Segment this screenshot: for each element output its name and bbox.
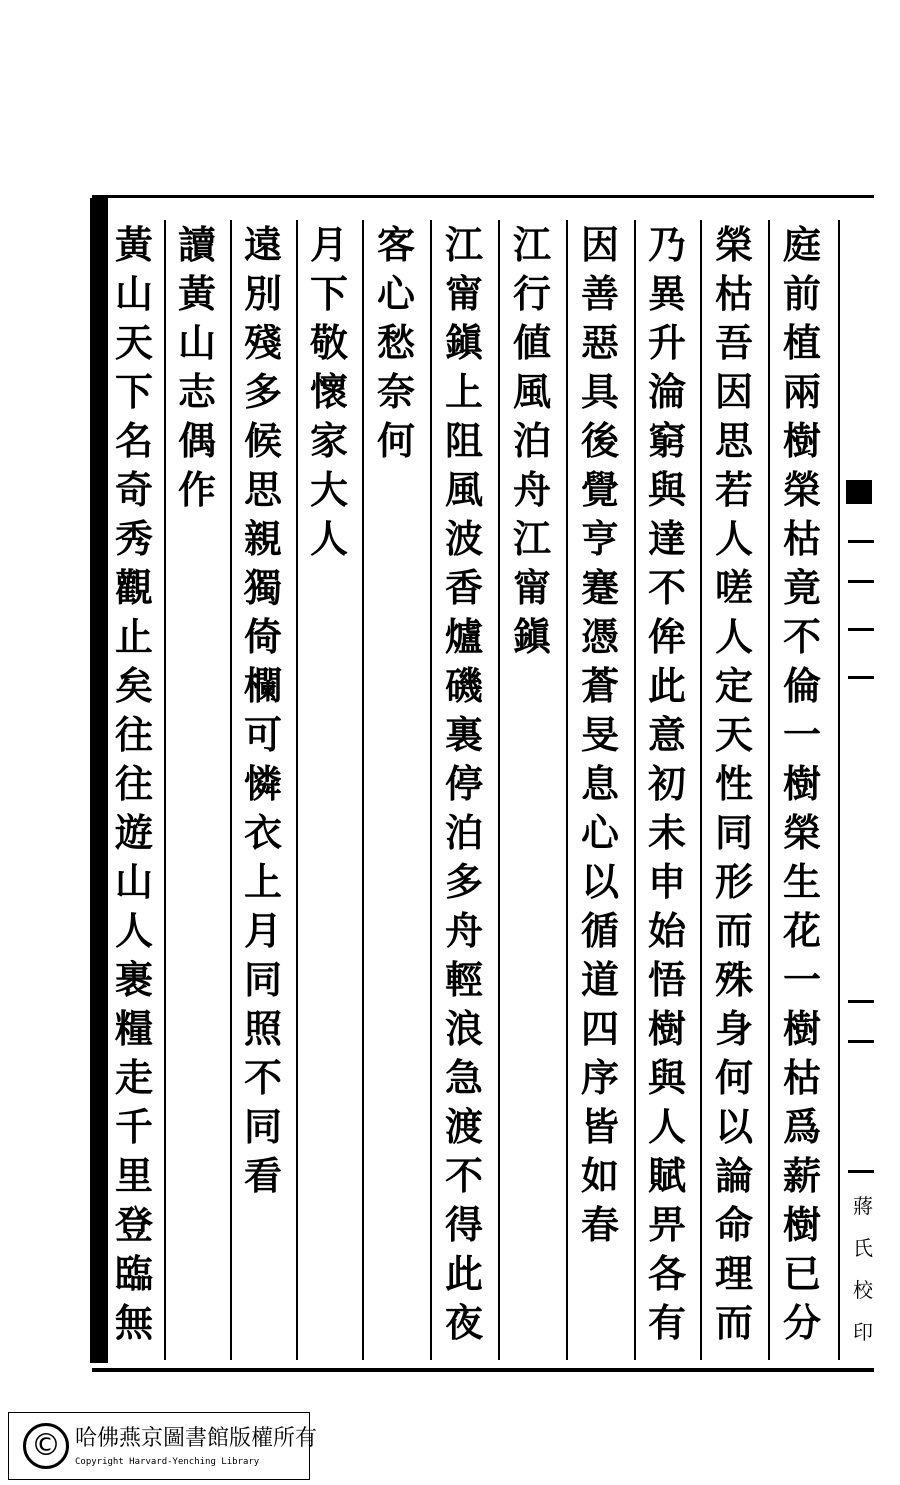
- glyph: 思: [243, 467, 282, 512]
- seal-glyph: 印: [853, 1320, 873, 1344]
- glyph: 天: [114, 320, 153, 365]
- text-column: [510, 220, 554, 1360]
- glyph: 作: [177, 467, 216, 512]
- glyph: 樹: [782, 418, 821, 463]
- glyph: 此: [444, 1251, 483, 1296]
- column-text: [442, 220, 486, 1347]
- glyph: 觀: [114, 565, 153, 610]
- glyph: 風: [512, 369, 551, 414]
- glyph: 如: [580, 1153, 619, 1198]
- glyph: 舟: [512, 467, 551, 512]
- glyph: 渡: [444, 1104, 483, 1149]
- glyph: 客: [376, 222, 415, 267]
- glyph: 大: [309, 467, 348, 512]
- glyph: 懷: [309, 369, 348, 414]
- column-text: [578, 220, 622, 1249]
- glyph: 登: [114, 1202, 153, 1247]
- seal-glyph: 校: [853, 1278, 873, 1302]
- glyph: 臨: [114, 1251, 153, 1296]
- column-text: [307, 220, 351, 563]
- column-rule: [700, 220, 702, 1360]
- glyph: 榮: [782, 467, 821, 512]
- column-text: [175, 220, 219, 514]
- column-text: [510, 220, 554, 661]
- glyph: 初: [647, 761, 686, 806]
- glyph: 泊: [444, 810, 483, 855]
- glyph: 愁: [376, 320, 415, 365]
- glyph: 千: [114, 1104, 153, 1149]
- glyph: 家: [309, 418, 348, 463]
- glyph: 急: [444, 1055, 483, 1100]
- glyph: 名: [114, 418, 153, 463]
- glyph: 波: [444, 516, 483, 561]
- glyph: 升: [647, 320, 686, 365]
- glyph: 値: [512, 320, 551, 365]
- column-text: [645, 220, 689, 1347]
- seal-rule: [848, 1170, 874, 1173]
- glyph: 獨: [243, 565, 282, 610]
- seal-glyph: 氏: [853, 1236, 873, 1260]
- column-text: [241, 220, 285, 1200]
- column-rule: [498, 220, 500, 1360]
- glyph: 已: [782, 1251, 821, 1296]
- glyph: 論: [714, 1153, 753, 1198]
- glyph: 敬: [309, 320, 348, 365]
- column-rule: [838, 220, 840, 1360]
- glyph: 里: [114, 1153, 153, 1198]
- glyph: 無: [114, 1300, 153, 1345]
- glyph: 輕: [444, 957, 483, 1002]
- glyph: 何: [376, 418, 415, 463]
- glyph: 賦: [647, 1153, 686, 1198]
- glyph: 蒼: [580, 663, 619, 708]
- glyph: 性: [714, 761, 753, 806]
- column-text: [780, 220, 824, 1347]
- glyph: 而: [714, 1300, 753, 1345]
- glyph: 若: [714, 467, 753, 512]
- glyph: 榮: [714, 222, 753, 267]
- column-text: [112, 220, 156, 1347]
- glyph: 枯: [782, 1055, 821, 1100]
- fold-mark: [846, 480, 872, 504]
- glyph: 有: [647, 1300, 686, 1345]
- glyph: 江: [512, 516, 551, 561]
- glyph: 月: [243, 908, 282, 953]
- glyph: 侔: [647, 614, 686, 659]
- glyph: 旻: [580, 712, 619, 757]
- glyph: 鎭: [444, 320, 483, 365]
- copyright-icon: ©: [23, 1423, 69, 1469]
- glyph: 異: [647, 271, 686, 316]
- margin-stroke: [848, 540, 874, 543]
- glyph: 秀: [114, 516, 153, 561]
- glyph: 與: [647, 467, 686, 512]
- glyph: 前: [782, 271, 821, 316]
- glyph: 可: [243, 712, 282, 757]
- copyright-english: Copyright Harvard-Yenching Library: [75, 1457, 260, 1467]
- glyph: 往: [114, 712, 153, 757]
- glyph: 泊: [512, 418, 551, 463]
- glyph: 此: [647, 663, 686, 708]
- glyph: 江: [512, 222, 551, 267]
- glyph: 欄: [243, 663, 282, 708]
- glyph: 以: [580, 859, 619, 904]
- glyph: 樹: [782, 1006, 821, 1051]
- glyph: 同: [243, 957, 282, 1002]
- column-rule: [362, 220, 364, 1360]
- glyph: 榮: [782, 810, 821, 855]
- glyph: 枯: [714, 271, 753, 316]
- glyph: 樹: [782, 1202, 821, 1247]
- glyph: 裹: [114, 957, 153, 1002]
- text-column: [112, 220, 156, 1360]
- glyph: 倚: [243, 614, 282, 659]
- glyph: 同: [714, 810, 753, 855]
- glyph: 月: [309, 222, 348, 267]
- glyph: 往: [114, 761, 153, 806]
- text-column: [712, 220, 756, 1360]
- glyph: 下: [114, 369, 153, 414]
- glyph: 定: [714, 663, 753, 708]
- glyph: 黃: [177, 271, 216, 316]
- glyph: 江: [444, 222, 483, 267]
- glyph: 衣: [243, 810, 282, 855]
- glyph: 樹: [782, 761, 821, 806]
- glyph: 偶: [177, 418, 216, 463]
- column-text: [712, 220, 756, 1347]
- glyph: 多: [243, 369, 282, 414]
- margin-stroke: [848, 580, 874, 583]
- glyph: 遊: [114, 810, 153, 855]
- glyph: 意: [647, 712, 686, 757]
- seal-label: [853, 1185, 873, 1353]
- glyph: 浪: [444, 1006, 483, 1051]
- glyph: 裏: [444, 712, 483, 757]
- glyph: 心: [376, 271, 415, 316]
- glyph: 阻: [444, 418, 483, 463]
- glyph: 舟: [444, 908, 483, 953]
- glyph: 善: [580, 271, 619, 316]
- glyph: 後: [580, 418, 619, 463]
- glyph: 竟: [782, 565, 821, 610]
- text-column: [241, 220, 285, 1360]
- glyph: 不: [444, 1153, 483, 1198]
- glyph: 申: [647, 859, 686, 904]
- glyph: 而: [714, 908, 753, 953]
- glyph: 天: [714, 712, 753, 757]
- glyph: 蹇: [580, 565, 619, 610]
- page-number-stroke: [848, 1040, 874, 1043]
- glyph: 皆: [580, 1104, 619, 1149]
- glyph: 覺: [580, 467, 619, 512]
- glyph: 憑: [580, 614, 619, 659]
- glyph: 理: [714, 1251, 753, 1296]
- glyph: 下: [309, 271, 348, 316]
- glyph: 爐: [444, 614, 483, 659]
- glyph: 照: [243, 1006, 282, 1051]
- glyph: 讀: [177, 222, 216, 267]
- column-rule: [768, 220, 770, 1360]
- glyph: 山: [114, 859, 153, 904]
- glyph: 人: [714, 516, 753, 561]
- glyph: 亨: [580, 516, 619, 561]
- glyph: 吾: [714, 320, 753, 365]
- glyph: 達: [647, 516, 686, 561]
- seal-glyph: 蔣: [853, 1194, 873, 1218]
- glyph: 人: [647, 1104, 686, 1149]
- glyph: 一: [782, 712, 821, 757]
- glyph: 不: [243, 1055, 282, 1100]
- column-rule: [296, 220, 298, 1360]
- glyph: 不: [647, 565, 686, 610]
- glyph: 畀: [647, 1202, 686, 1247]
- glyph: 乃: [647, 222, 686, 267]
- glyph: 具: [580, 369, 619, 414]
- glyph: 花: [782, 908, 821, 953]
- glyph: 走: [114, 1055, 153, 1100]
- glyph: 不: [782, 614, 821, 659]
- glyph: 鎭: [512, 614, 551, 659]
- glyph: 矣: [114, 663, 153, 708]
- glyph: 何: [714, 1055, 753, 1100]
- glyph: 分: [782, 1300, 821, 1345]
- copyright-stamp: [8, 1412, 318, 1480]
- glyph: 風: [444, 467, 483, 512]
- glyph: 同: [243, 1104, 282, 1149]
- glyph: 停: [444, 761, 483, 806]
- glyph: 思: [714, 418, 753, 463]
- glyph: 以: [714, 1104, 753, 1149]
- glyph: 因: [714, 369, 753, 414]
- margin-stroke: [848, 676, 874, 679]
- glyph: 憐: [243, 761, 282, 806]
- glyph: 別: [243, 271, 282, 316]
- text-column: [645, 220, 689, 1360]
- glyph: 惡: [580, 320, 619, 365]
- glyph: 命: [714, 1202, 753, 1247]
- margin-stroke: [848, 628, 874, 631]
- glyph: 甯: [512, 565, 551, 610]
- text-column: [442, 220, 486, 1360]
- glyph: 殘: [243, 320, 282, 365]
- glyph: 山: [177, 320, 216, 365]
- glyph: 兩: [782, 369, 821, 414]
- glyph: 爲: [782, 1104, 821, 1149]
- glyph: 倫: [782, 663, 821, 708]
- glyph: 嗟: [714, 565, 753, 610]
- text-column: [780, 220, 824, 1360]
- glyph: 與: [647, 1055, 686, 1100]
- glyph: 身: [714, 1006, 753, 1051]
- glyph: 息: [580, 761, 619, 806]
- glyph: 夜: [444, 1300, 483, 1345]
- glyph: 行: [512, 271, 551, 316]
- column-text: [374, 220, 418, 465]
- glyph: 形: [714, 859, 753, 904]
- glyph: 淪: [647, 369, 686, 414]
- glyph: 磯: [444, 663, 483, 708]
- glyph: 親: [243, 516, 282, 561]
- column-rule: [230, 220, 232, 1360]
- glyph: 窮: [647, 418, 686, 463]
- glyph: 人: [114, 908, 153, 953]
- column-rule: [164, 220, 166, 1360]
- glyph: 上: [444, 369, 483, 414]
- page-number-stroke: [848, 1000, 874, 1003]
- glyph: 植: [782, 320, 821, 365]
- glyph: 春: [580, 1202, 619, 1247]
- glyph: 殊: [714, 957, 753, 1002]
- glyph: 多: [444, 859, 483, 904]
- glyph: 止: [114, 614, 153, 659]
- glyph: 悟: [647, 957, 686, 1002]
- text-column: [175, 220, 219, 1360]
- glyph: 奈: [376, 369, 415, 414]
- glyph: 上: [243, 859, 282, 904]
- glyph: 候: [243, 418, 282, 463]
- glyph: 人: [714, 614, 753, 659]
- glyph: 甯: [444, 271, 483, 316]
- glyph: 得: [444, 1202, 483, 1247]
- glyph: 糧: [114, 1006, 153, 1051]
- glyph: 香: [444, 565, 483, 610]
- column-rule: [430, 220, 432, 1360]
- spine-border: [90, 198, 108, 1363]
- glyph: 心: [580, 810, 619, 855]
- glyph: 始: [647, 908, 686, 953]
- text-column: [578, 220, 622, 1360]
- glyph: 山: [114, 271, 153, 316]
- glyph: 因: [580, 222, 619, 267]
- column-rule: [634, 220, 636, 1360]
- glyph: 庭: [782, 222, 821, 267]
- glyph: 志: [177, 369, 216, 414]
- glyph: 序: [580, 1055, 619, 1100]
- glyph: 薪: [782, 1153, 821, 1198]
- glyph: 循: [580, 908, 619, 953]
- text-column: [374, 220, 418, 1360]
- glyph: 樹: [647, 1006, 686, 1051]
- glyph: 未: [647, 810, 686, 855]
- seal-text: [850, 1185, 876, 1353]
- glyph: 看: [243, 1153, 282, 1198]
- column-rule: [566, 220, 568, 1360]
- glyph: 奇: [114, 467, 153, 512]
- glyph: 道: [580, 957, 619, 1002]
- glyph: 四: [580, 1006, 619, 1051]
- glyph: 黃: [114, 222, 153, 267]
- glyph: 各: [647, 1251, 686, 1296]
- glyph: 遠: [243, 222, 282, 267]
- copyright-chinese: 哈佛燕京圖書館版權所有: [75, 1426, 318, 1451]
- glyph: 一: [782, 957, 821, 1002]
- glyph: 生: [782, 859, 821, 904]
- glyph: 枯: [782, 516, 821, 561]
- glyph: 人: [309, 516, 348, 561]
- text-column: [307, 220, 351, 1360]
